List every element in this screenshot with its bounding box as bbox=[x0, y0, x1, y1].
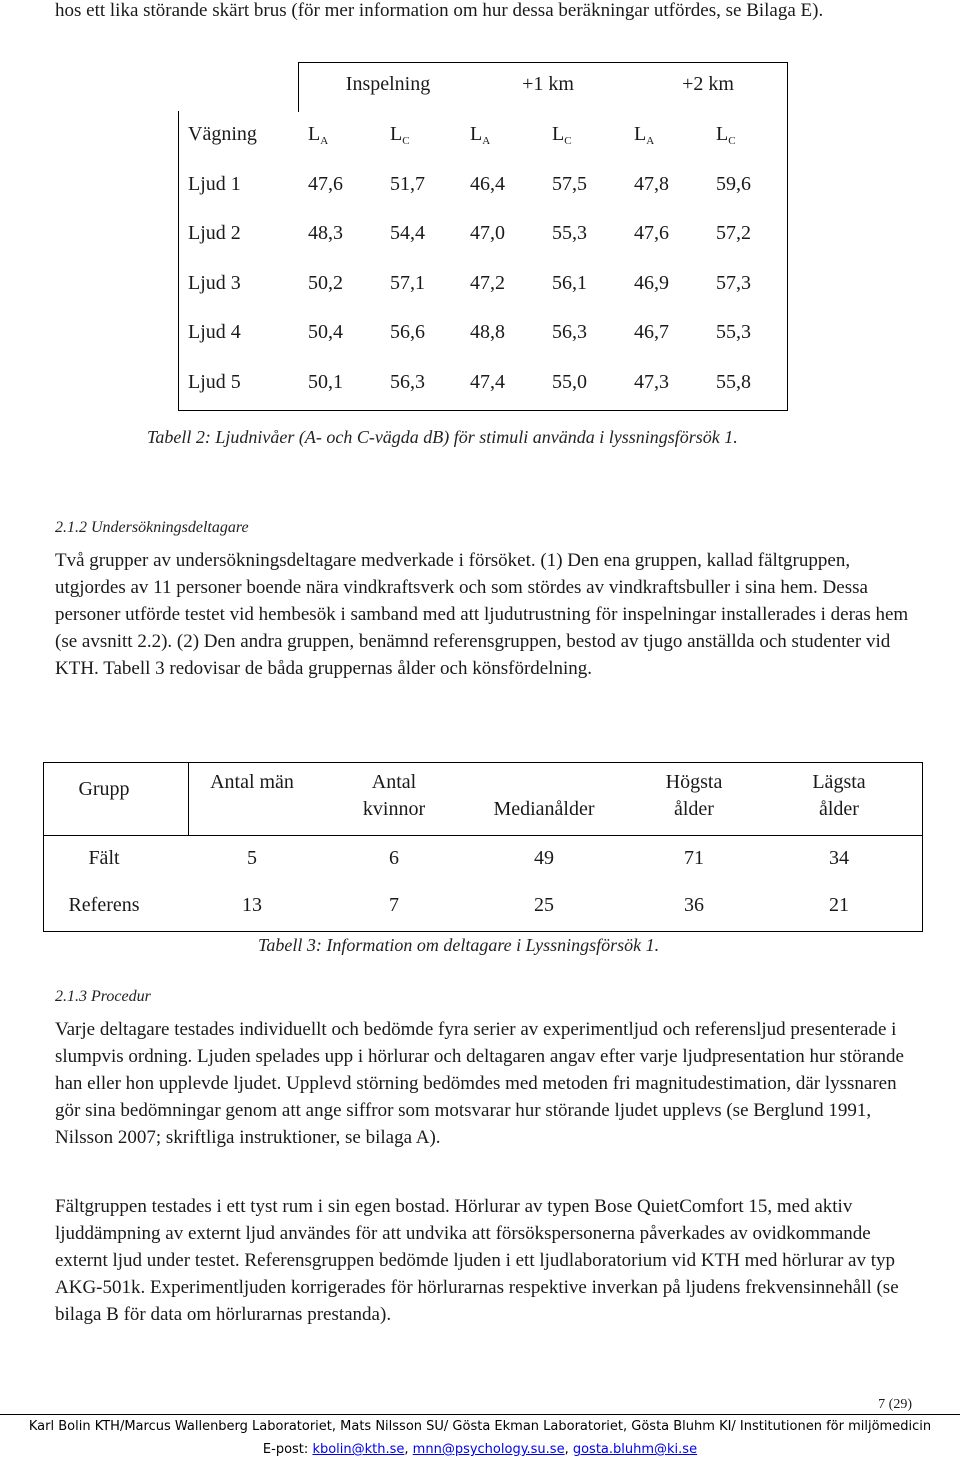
row-label: Ljud 5 bbox=[188, 371, 241, 393]
header-lagsta-line2: ålder bbox=[819, 798, 859, 820]
row-label: Ljud 4 bbox=[188, 321, 241, 343]
cell: 56,3 bbox=[390, 371, 425, 393]
cell: 47,0 bbox=[470, 222, 505, 244]
cell: 49 bbox=[534, 847, 554, 869]
cell: 46,4 bbox=[470, 173, 505, 195]
cell: 48,3 bbox=[308, 222, 343, 244]
table-3-caption: Tabell 3: Information om deltagare i Lyssningsförsök 1. bbox=[258, 935, 660, 955]
weight-col-4: $L_C$ bbox=[552, 123, 572, 147]
cell: 47,8 bbox=[634, 173, 669, 195]
header-grupp: Grupp bbox=[78, 778, 130, 800]
cell: 55,0 bbox=[552, 371, 587, 393]
cell: 50,2 bbox=[308, 272, 343, 294]
cell: 56,1 bbox=[552, 272, 587, 294]
cell: 25 bbox=[534, 894, 554, 916]
weighting-header: Vägning bbox=[188, 123, 257, 145]
page-number: 7 (29) bbox=[878, 1397, 912, 1412]
row-label: Ljud 3 bbox=[188, 272, 241, 294]
header-lagsta-line1: Lägsta bbox=[812, 771, 866, 793]
table-3 bbox=[43, 762, 923, 932]
cell: 55,8 bbox=[716, 371, 751, 393]
cell: 6 bbox=[389, 847, 399, 869]
cell: 47,2 bbox=[470, 272, 505, 294]
header-antal-kvinnor-line1: Antal bbox=[371, 771, 417, 793]
group-header-2km: +2 km bbox=[682, 73, 734, 95]
header-antal-kvinnor-line2: kvinnor bbox=[362, 798, 426, 820]
footer-authors: Karl Bolin KTH/Marcus Wallenberg Laboratoriet, Mats Nilsson SU/ Gösta Ekman Laboratoriet, Gösta Bluhm KI/ Institutionen för miljömedicin bbox=[28, 1419, 932, 1434]
cell: 71 bbox=[684, 847, 704, 869]
table-2-caption: Tabell 2: Ljudnivåer (A- och C-vägda dB) för stimuli använda i lyssningsförsök 1. bbox=[147, 427, 738, 447]
cell: 47,4 bbox=[470, 371, 505, 393]
email-link-kbolin[interactable]: kbolin@kth.se bbox=[312, 1442, 405, 1457]
row-label: Ljud 2 bbox=[188, 222, 241, 244]
group-header-1km: +1 km bbox=[522, 73, 574, 95]
header-medianalder: Medianålder bbox=[493, 798, 595, 820]
cell: 34 bbox=[829, 847, 849, 869]
cell: 7 bbox=[389, 894, 399, 916]
footer-divider bbox=[0, 1414, 960, 1415]
cell: 57,1 bbox=[390, 272, 425, 294]
cell: 47,6 bbox=[634, 222, 669, 244]
cell: 46,7 bbox=[634, 321, 669, 343]
cell: 55,3 bbox=[552, 222, 587, 244]
cell: 50,1 bbox=[308, 371, 343, 393]
cell: 47,3 bbox=[634, 371, 669, 393]
header-hogsta-line1: Högsta bbox=[665, 771, 723, 793]
table-2 bbox=[178, 62, 788, 411]
cell: 59,6 bbox=[716, 173, 751, 195]
row-label: Ljud 1 bbox=[188, 173, 241, 195]
header-antal-man: Antal män bbox=[210, 771, 294, 793]
cell: 21 bbox=[829, 894, 849, 916]
weight-col-5: $L_A$ bbox=[634, 123, 655, 147]
cell: 50,4 bbox=[308, 321, 343, 343]
email-link-gosta[interactable]: gosta.bluhm@ki.se bbox=[572, 1442, 698, 1457]
cell: 51,7 bbox=[390, 173, 425, 195]
cell: 56,3 bbox=[552, 321, 587, 343]
section-heading-212: 2.1.2 Undersökningsdeltagare bbox=[55, 519, 249, 536]
footer-contact: E-post: kbolin@kth.se, mnn@psychology.su.se, gosta.bluhm@ki.se bbox=[262, 1442, 698, 1457]
weight-col-6: $L_C$ bbox=[716, 123, 736, 147]
weight-col-1: $L_A$ bbox=[308, 123, 329, 147]
cell: 48,8 bbox=[470, 321, 505, 343]
section-213-paragraph-1: Varje deltagare testades individuellt och bedömde fyra serier av experimentljud och referensljud presenterade i slumpvis ordning. Ljuden spelades upp i hörlurar och deltagaren angav efter varje ljudpresentation hur störande han eller hon upplevde ljudet. Upplevd störning bedömdes med metoden fri magnitudestimation, där lyssnaren gör sina bedömningar genom att ange siffror som motsvarar hur störande ljudet upplevs (se Berglund 1991, Nilsson 2007; skriftliga instruktioner, se bilaga A). bbox=[55, 1019, 904, 1148]
intro-paragraph: hos ett lika störande skärt brus (för mer information om hur dessa beräkningar utfördes, se Bilaga E). bbox=[55, 0, 824, 21]
cell: 57,5 bbox=[552, 173, 587, 195]
row-label: Fält bbox=[88, 847, 120, 869]
cell: 5 bbox=[247, 847, 257, 869]
cell: 55,3 bbox=[716, 321, 751, 343]
section-212-paragraph: Två grupper av undersökningsdeltagare medverkade i försöket. (1) Den ena gruppen, kallad fältgruppen, utgjordes av 11 personer boende nära vindkraftsverk och som stördes av vindkraftsbuller i sina hem. Dessa personer utförde testet vid hembesök i samband med att ljudutrustning för inspelningar installerades i deras hem (se avsnitt 2.2). (2) Den andra gruppen, benämnd referensgruppen, bestod av tjugo anställda och studenter vid KTH. Tabell 3 redovisar de båda gruppernas ålder och könsfördelning. bbox=[55, 550, 909, 679]
email-label: E-post: bbox=[262, 1442, 309, 1457]
email-link-mnn[interactable]: mnn@psychology.su.se bbox=[412, 1442, 565, 1457]
cell: 47,6 bbox=[308, 173, 343, 195]
cell: 56,6 bbox=[390, 321, 425, 343]
section-heading-213: 2.1.3 Procedur bbox=[55, 988, 151, 1005]
group-header-inspelning: Inspelning bbox=[345, 73, 431, 95]
cell: 36 bbox=[684, 894, 704, 916]
cell: 57,3 bbox=[716, 272, 751, 294]
cell: 13 bbox=[242, 894, 262, 916]
weight-col-3: $L_A$ bbox=[470, 123, 491, 147]
weight-col-2: $L_C$ bbox=[390, 123, 410, 147]
row-label: Referens bbox=[68, 894, 140, 916]
cell: 46,9 bbox=[634, 272, 669, 294]
cell: 57,2 bbox=[716, 222, 751, 244]
section-213-paragraph-2: Fältgruppen testades i ett tyst rum i sin egen bostad. Hörlurar av typen Bose QuietComfort 15, med aktiv ljuddämpning av externt ljud användes för att undvika att försökspersonerna påverkades av ovidkommande externt ljud under testet. Referensgruppen bedömde ljuden i ett ljudlaboratorium vid KTH med hörlurar av typ AKG-501k. Experimentljuden korrigerades för hörlurarnas respektive inverkan på ljudens frekvensinnehåll (se bilaga B för data om hörlurarnas prestanda). bbox=[55, 1196, 899, 1325]
header-hogsta-line2: ålder bbox=[674, 798, 714, 820]
cell: 54,4 bbox=[390, 222, 425, 244]
